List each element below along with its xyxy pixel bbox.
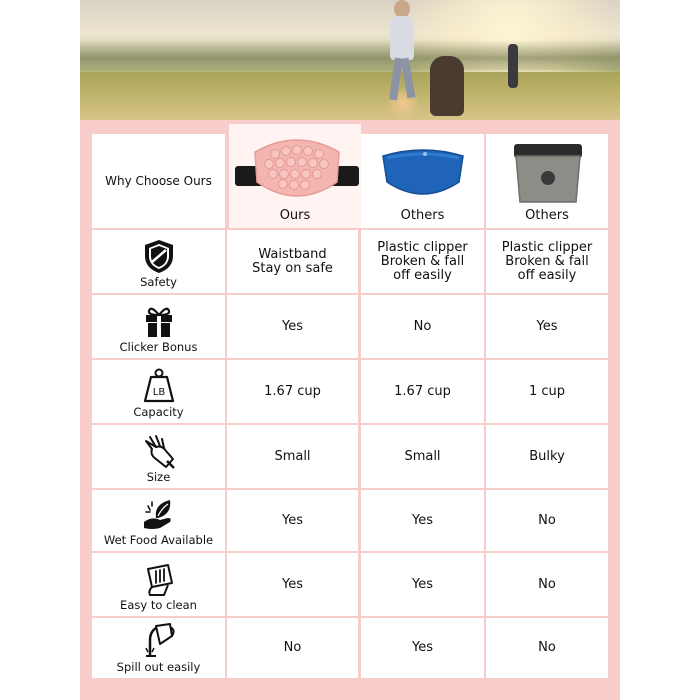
value-text: Waistband Stay on safe [252, 246, 333, 276]
comparison-table [92, 134, 608, 678]
value-text: Yes [282, 576, 303, 592]
others-2-value-wet-food [486, 490, 608, 551]
feature-label-easy-clean: Easy to clean [120, 598, 197, 612]
others-2-value-spill [486, 618, 608, 678]
feature-cell-easy-clean [92, 553, 225, 616]
hand-wipe-icon [142, 561, 176, 597]
others-2-value-easy-clean [486, 553, 608, 616]
feature-cell-capacity [92, 360, 225, 423]
blue-pouch-image [379, 142, 467, 202]
grass-field [80, 72, 620, 120]
others-1-value-easy-clean [361, 553, 484, 616]
others-1-header-cell [361, 134, 484, 228]
dog [430, 56, 464, 116]
others-1-value-size [361, 425, 484, 488]
value-text: No [538, 576, 556, 592]
pouring-jug-icon [142, 622, 176, 658]
value-text: Plastic clipper Broken & fall off easily [501, 239, 593, 283]
ours-value-wet-food [227, 490, 358, 551]
gift-icon [142, 303, 176, 339]
others-1-value-clicker-bonus [361, 295, 484, 358]
others-2-column-name: Others [525, 208, 569, 223]
ours-value-easy-clean [227, 553, 358, 616]
others-1-value-wet-food [361, 490, 484, 551]
ours-value-size [227, 425, 358, 488]
gray-pouch-image [508, 140, 588, 204]
value-text: Yes [282, 512, 303, 528]
feature-label-capacity: Capacity [133, 405, 184, 419]
value-text: Yes [282, 318, 303, 334]
value-text: Yes [412, 512, 433, 528]
feature-label-wet-food: Wet Food Available [103, 533, 214, 547]
ours-column-name: Ours [279, 208, 311, 223]
running-girl [382, 0, 422, 106]
hand-pinch-icon [142, 433, 176, 469]
background-runner [508, 44, 518, 88]
value-text: 1.67 cup [394, 383, 451, 399]
value-text: No [538, 512, 556, 528]
value-text: Small [274, 448, 311, 464]
feature-label-size: Size [146, 470, 171, 484]
shield-icon [142, 238, 176, 274]
others-2-value-size [486, 425, 608, 488]
feature-label-spill: Spill out easily [116, 660, 201, 674]
value-text: Yes [412, 576, 433, 592]
value-text: Small [404, 448, 441, 464]
value-text: Plastic clipper Broken & fall off easily [377, 239, 468, 283]
feature-cell-size [92, 425, 225, 488]
others-2-value-capacity [486, 360, 608, 423]
feature-cell-spill [92, 618, 225, 678]
ours-value-safety [227, 230, 358, 293]
ours-header-cell [227, 122, 363, 230]
value-text: Yes [412, 640, 433, 655]
value-text: 1 cup [528, 383, 566, 399]
feature-cell-wet-food [92, 490, 225, 551]
feature-label-clicker-bonus: Clicker Bonus [119, 340, 198, 354]
ours-value-clicker-bonus [227, 295, 358, 358]
tree-line [80, 40, 620, 70]
value-text: Bulky [529, 448, 565, 464]
feature-cell-safety [92, 230, 225, 293]
ours-value-capacity [227, 360, 358, 423]
why-choose-cell [92, 134, 225, 228]
value-text: No [538, 640, 556, 655]
others-2-value-safety [486, 230, 608, 293]
value-text: 1.67 cup [264, 383, 321, 399]
others-1-value-capacity [361, 360, 484, 423]
value-text: No [283, 640, 302, 655]
value-text: Yes [536, 318, 558, 334]
weight-icon [142, 368, 176, 404]
ours-pouch-image [233, 134, 361, 206]
hand-leaf-icon [142, 496, 176, 532]
others-1-column-name: Others [400, 208, 445, 223]
why-choose-label: Why Choose Ours [105, 174, 212, 188]
others-1-value-safety [361, 230, 484, 293]
others-1-value-spill [361, 618, 484, 678]
hero-photo [80, 0, 620, 120]
svg-text:LB: LB [152, 387, 165, 398]
others-2-header-cell [486, 134, 608, 228]
value-text: No [413, 318, 432, 334]
others-2-value-clicker-bonus [486, 295, 608, 358]
ours-value-spill [227, 618, 358, 678]
feature-cell-clicker-bonus [92, 295, 225, 358]
feature-label-safety: Safety [140, 275, 177, 289]
